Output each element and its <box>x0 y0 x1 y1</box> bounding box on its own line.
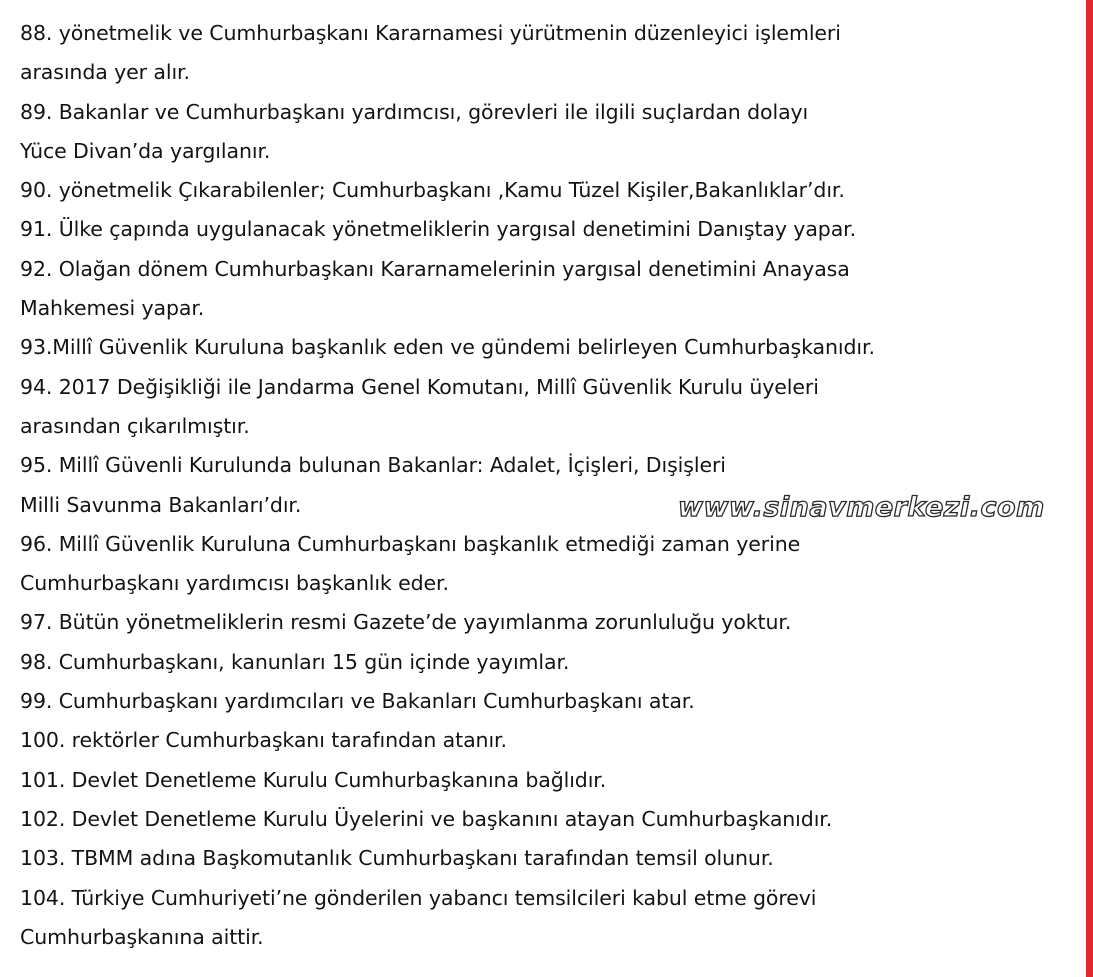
text-line: 93.Millî Güvenlik Kuruluna başkanlık eden ve gündemi belirleyen Cumhurbaşkanıdır. <box>20 335 875 360</box>
text-line: 101. Devlet Denetleme Kurulu Cumhurbaşkanına bağlıdır. <box>20 767 607 792</box>
text-line: 100. rektörler Cumhurbaşkanı tarafından atanır. <box>20 728 507 753</box>
text-line: 102. Devlet Denetleme Kurulu Üyelerini ve başkanını atayan Cumhurbaşkanıdır. <box>20 806 833 831</box>
text-line: 90. yönetmelik Çıkarabilenler; Cumhurbaşkanı ,Kamu Tüzel Kişiler,Bakanlıklar’dır. <box>20 178 845 203</box>
statement-list <box>20 14 1080 957</box>
text-line: 89. Bakanlar ve Cumhurbaşkanı yardımcısı, görevleri ile ilgili suçlardan dolayı <box>20 99 809 124</box>
text-line: 88. yönetmelik ve Cumhurbaşkanı Kararnamesi yürütmenin düzenleyici işlemleri <box>20 21 841 45</box>
text-line: Mahkemesi yapar. <box>20 296 205 321</box>
text-line: 104. Türkiye Cumhuriyeti’ne gönderilen yabancı temsilcileri kabul etme görevi <box>20 885 817 910</box>
text-line: Yüce Divan’da yargılanır. <box>20 138 271 163</box>
text-line: Cumhurbaşkanı yardımcısı başkanlık eder. <box>20 571 449 596</box>
text-line: Milli Savunma Bakanları’dır. <box>20 492 302 517</box>
text-line: 96. Millî Güvenlik Kuruluna Cumhurbaşkanı başkanlık etmediği zaman yerine <box>20 531 801 556</box>
website-watermark: www.sinavmerkezi.com <box>678 492 1045 523</box>
text-line: 91. Ülke çapında uygulanacak yönetmeliklerin yargısal denetimini Danıştay yapar. <box>20 217 857 242</box>
right-red-border <box>1086 0 1093 977</box>
text-line: 94. 2017 Değişikliği ile Jandarma Genel Komutanı, Millî Güvenlik Kurulu üyeleri <box>20 374 819 399</box>
text-line: 99. Cumhurbaşkanı yardımcıları ve Bakanları Cumhurbaşkanı atar. <box>20 689 695 714</box>
text-line: 92. Olağan dönem Cumhurbaşkanı Kararnamelerinin yargısal denetimini Anayasa <box>20 256 850 281</box>
text-line: arasından çıkarılmıştır. <box>20 413 250 438</box>
text-line: Cumhurbaşkanına aittir. <box>20 924 264 949</box>
text-line: 97. Bütün yönetmeliklerin resmi Gazete’de yayımlanma zorunluluğu yoktur. <box>20 610 792 635</box>
text-line: 103. TBMM adına Başkomutanlık Cumhurbaşkanı tarafından temsil olunur. <box>20 846 774 871</box>
text-line: 98. Cumhurbaşkanı, kanunları 15 gün içinde yayımlar. <box>20 649 570 674</box>
text-line: arasında yer alır. <box>20 60 190 85</box>
text-line: 95. Millî Güvenli Kurulunda bulunan Bakanlar: Adalet, İçişleri, Dışişleri <box>20 453 726 478</box>
